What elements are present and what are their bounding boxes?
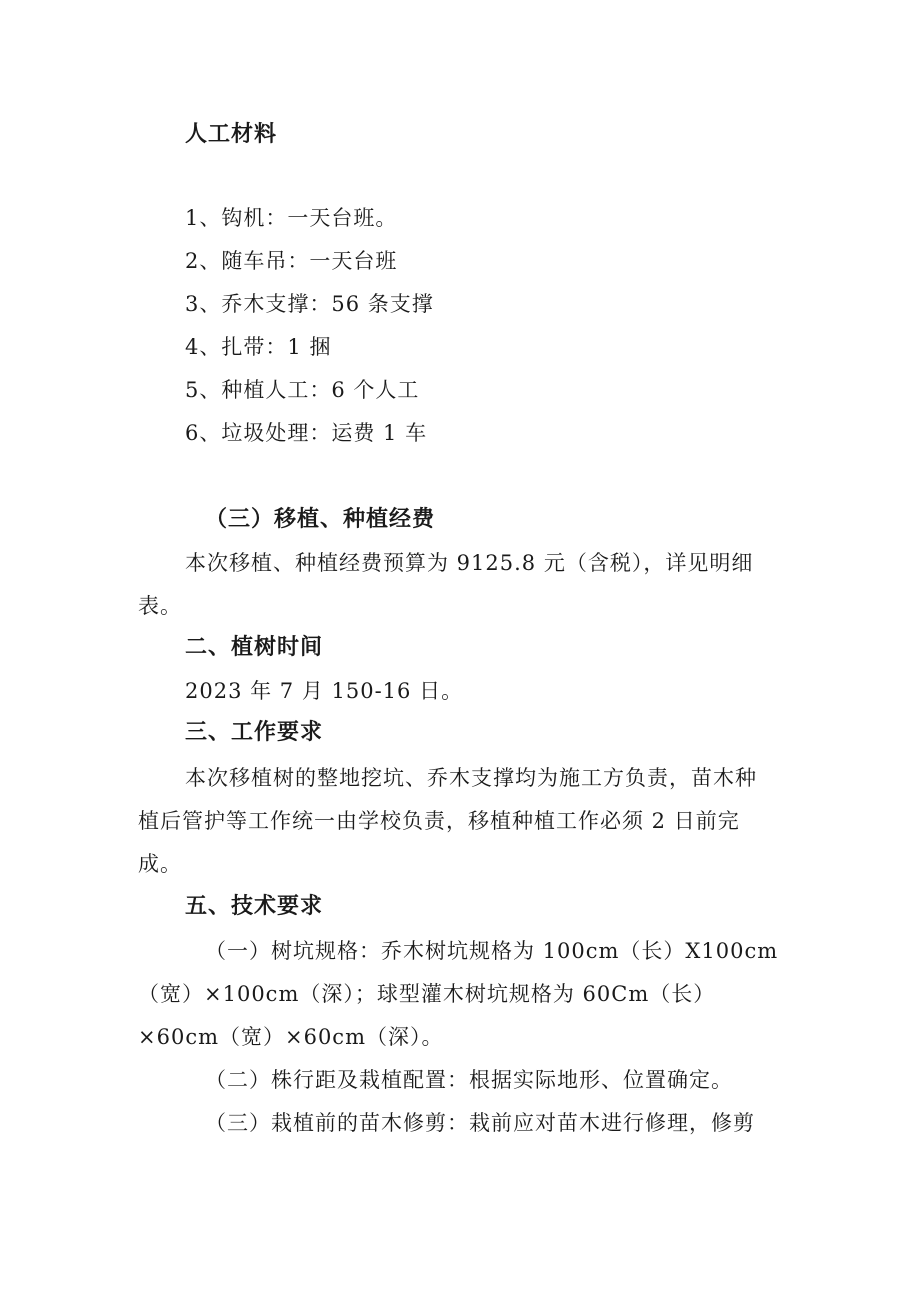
work-paragraph-line: 成。	[138, 852, 182, 876]
work-paragraph-line: 本次移植树的整地挖坑、乔木支撑均为施工方负责，苗木种	[185, 766, 757, 790]
cost-heading: （三）移植、种植经费	[205, 507, 436, 532]
tech-paragraph-line: （三）栽植前的苗木修剪：栽前应对苗木进行修理，修剪	[205, 1111, 755, 1135]
tech-paragraph-line: ×60cm（宽）×60cm（深）。	[138, 1025, 444, 1049]
cost-paragraph-line: 表。	[138, 594, 182, 618]
cost-paragraph-line: 本次移植、种植经费预算为 9125.8 元（含税），详见明细	[185, 551, 754, 575]
materials-item: 3、乔木支撑：56 条支撑	[185, 292, 434, 316]
materials-item: 4、扎带：1 捆	[185, 335, 332, 359]
time-heading: 二、植树时间	[185, 635, 324, 660]
tech-heading: 五、技术要求	[185, 894, 324, 919]
materials-item: 6、垃圾处理：运费 1 车	[185, 421, 428, 445]
materials-item: 1、钩机：一天台班。	[185, 206, 398, 230]
materials-heading: 人工材料	[185, 122, 278, 147]
tech-paragraph-line: （二）株行距及栽植配置：根据实际地形、位置确定。	[205, 1068, 733, 1092]
work-paragraph-line: 植后管护等工作统一由学校负责，移植种植工作必须 2 日前完	[138, 809, 740, 833]
time-paragraph: 2023 年 7 月 150-16 日。	[185, 679, 464, 703]
tech-paragraph-line: （宽）×100cm（深）；球型灌木树坑规格为 60Cm（长）	[138, 982, 716, 1006]
materials-item: 2、随车吊：一天台班	[185, 249, 398, 273]
materials-item: 5、种植人工：6 个人工	[185, 378, 420, 402]
work-heading: 三、工作要求	[185, 720, 324, 745]
tech-paragraph-line: （一）树坑规格：乔木树坑规格为 100cm（长）X100cm	[205, 939, 779, 963]
